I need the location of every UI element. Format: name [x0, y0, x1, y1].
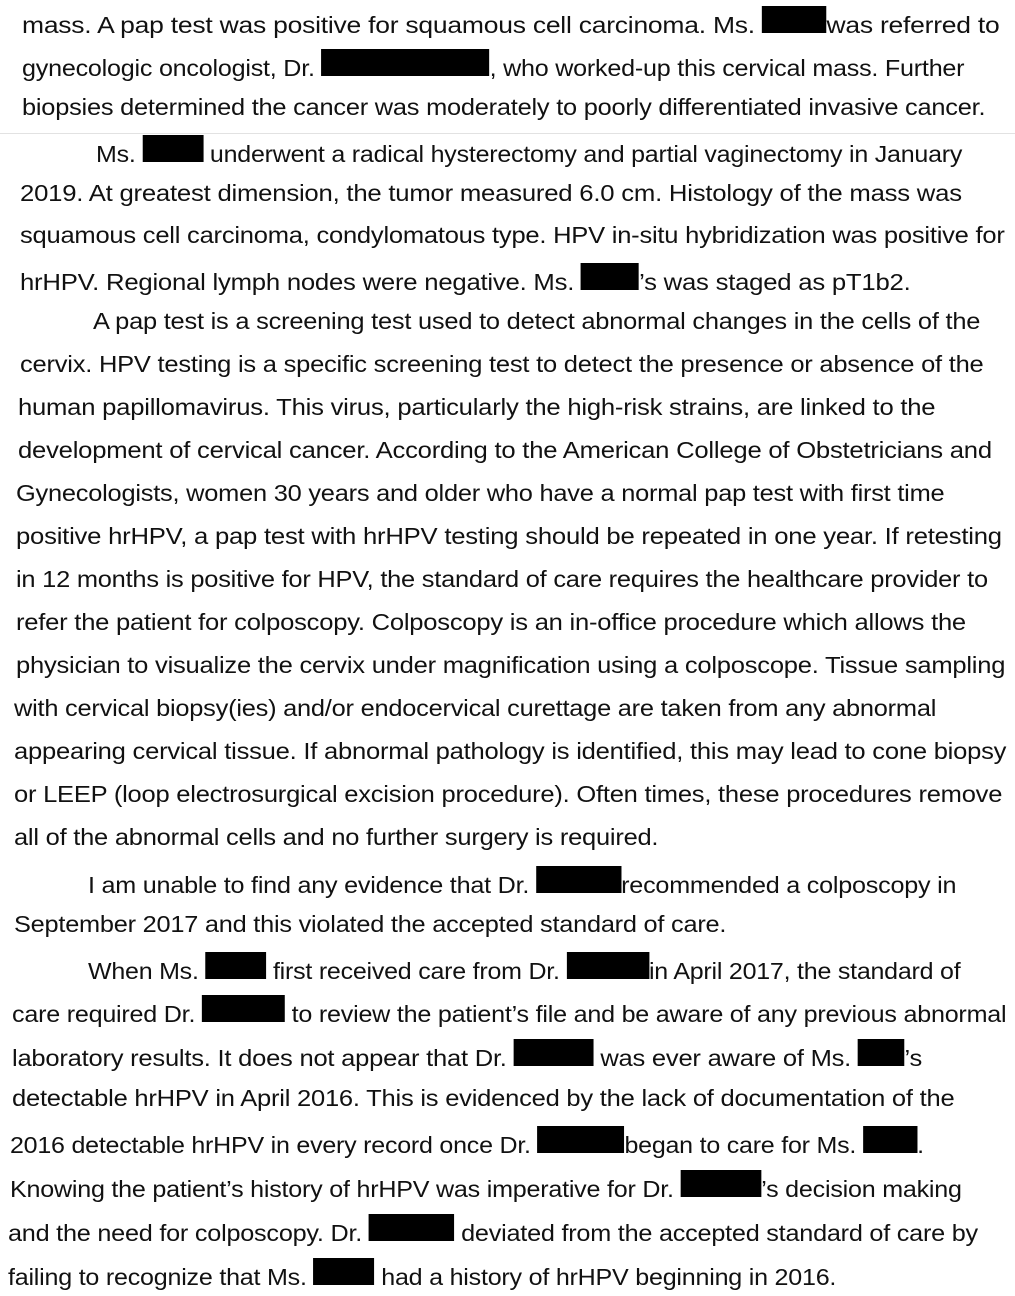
- text-line: [88, 866, 956, 896]
- text-run: first received care from Dr.: [266, 958, 567, 984]
- text-run: physician to visualize the cervix under magnification using a colposcope. Tissue sampling: [16, 652, 1006, 678]
- text-line: [8, 1258, 836, 1288]
- text-run: I am unable to find any evidence that Dr.: [88, 872, 536, 898]
- text-run: recommended a colposcopy in: [621, 872, 957, 898]
- text-line: [96, 135, 962, 165]
- redaction-box: [762, 6, 826, 33]
- redaction-box: [202, 995, 285, 1022]
- redaction-box: [321, 49, 489, 76]
- text-line: [14, 736, 1006, 766]
- text-run: biopsies determined the cancer was moderately to poorly differentiated invasive cancer.: [22, 94, 986, 120]
- text-line: [22, 49, 964, 79]
- text-run: mass. A pap test was positive for squamous cell carcinoma. Ms.: [22, 12, 763, 38]
- text-run: Gynecologists, women 30 years and older who have a normal pap test with first time: [16, 480, 945, 506]
- text-run: gynecologic oncologist, Dr.: [22, 55, 322, 81]
- text-run: refer the patient for colposcopy. Colposcopy is an in-office procedure which allows the: [16, 609, 966, 635]
- text-line: [88, 952, 960, 982]
- redaction-box: [205, 952, 266, 979]
- text-line: [18, 435, 992, 465]
- text-line: [18, 392, 935, 422]
- text-run: human papillomavirus. This virus, particularly the high-risk strains, are linked to the: [18, 394, 936, 420]
- redaction-box: [369, 1214, 454, 1241]
- text-run: care required Dr.: [12, 1001, 202, 1027]
- text-run: in 12 months is positive for HPV, the standard of care requires the healthcare provider to: [16, 566, 988, 592]
- text-line: [20, 178, 962, 208]
- text-line: [16, 650, 1005, 680]
- text-run: to review the patient’s file and be aware of any previous abnormal: [284, 1001, 1007, 1027]
- text-run: hrHPV. Regional lymph nodes were negative. Ms.: [20, 269, 582, 295]
- text-run: ’s decision making: [761, 1176, 962, 1202]
- redaction-box: [681, 1170, 762, 1197]
- text-line: [93, 306, 980, 336]
- text-line: [20, 263, 910, 293]
- text-line: [22, 92, 985, 122]
- text-run: development of cervical cancer. According to the American College of Obstetricians and: [18, 437, 992, 463]
- text-line: [22, 6, 1000, 36]
- text-run: appearing cervical tissue. If abnormal pathology is identified, this may lead to cone biopsy: [14, 738, 1007, 764]
- redaction-box: [536, 866, 621, 893]
- text-run: underwent a radical hysterectomy and partial vaginectomy in January: [203, 141, 963, 167]
- text-run: , who worked-up this cervical mass. Further: [489, 55, 965, 81]
- text-run: laboratory results. It does not appear that Dr.: [12, 1045, 514, 1071]
- text-line: [14, 693, 936, 723]
- text-run: detectable hrHPV in April 2016. This is evidenced by the lack of documentation of the: [12, 1085, 955, 1111]
- text-run: failing to recognize that Ms.: [8, 1264, 314, 1290]
- text-run: was ever aware of Ms.: [593, 1045, 858, 1071]
- text-line: [12, 1083, 954, 1113]
- scan-artifact-rule: [0, 133, 1015, 134]
- text-line: [8, 1214, 978, 1244]
- text-line: [16, 478, 944, 508]
- text-run: When Ms.: [88, 958, 206, 984]
- text-run: Ms.: [96, 141, 143, 167]
- text-run: began to care for Ms.: [624, 1132, 863, 1158]
- text-run: Knowing the patient’s history of hrHPV was imperative for Dr.: [10, 1176, 681, 1202]
- text-line: [10, 1126, 924, 1156]
- redaction-box: [581, 263, 639, 290]
- text-line: [12, 1039, 922, 1069]
- text-line: [14, 909, 726, 939]
- text-line: [14, 822, 658, 852]
- redaction-box: [858, 1039, 905, 1066]
- text-run: or LEEP (loop electrosurgical excision procedure). Often times, these procedures remove: [14, 781, 1003, 807]
- text-run: ’s: [904, 1045, 923, 1071]
- text-run: A pap test is a screening test used to detect abnormal changes in the cells of the: [93, 308, 981, 334]
- text-run: positive hrHPV, a pap test with hrHPV testing should be repeated in one year. If retesting: [16, 523, 1002, 549]
- text-run: deviated from the accepted standard of care by: [454, 1220, 978, 1246]
- redaction-box: [566, 952, 649, 979]
- text-line: [16, 521, 1002, 551]
- text-run: and the need for colposcopy. Dr.: [8, 1220, 369, 1246]
- text-line: [12, 995, 1006, 1025]
- redaction-box: [514, 1039, 594, 1066]
- text-line: [10, 1170, 962, 1200]
- text-run: all of the abnormal cells and no further surgery is required.: [14, 824, 659, 850]
- text-line: [16, 607, 966, 637]
- text-line: [14, 779, 1002, 809]
- text-run: 2019. At greatest dimension, the tumor measured 6.0 cm. Histology of the mass was: [20, 180, 962, 206]
- text-run: .: [917, 1132, 924, 1158]
- text-line: [20, 220, 1005, 250]
- text-line: [20, 349, 984, 379]
- redaction-box: [313, 1258, 374, 1285]
- redaction-box: [863, 1126, 917, 1153]
- text-run: in April 2017, the standard of: [648, 958, 961, 984]
- redaction-box: [142, 135, 203, 162]
- text-run: ’s was staged as pT1b2.: [639, 269, 911, 295]
- text-run: squamous cell carcinoma, condylomatous type. HPV in-situ hybridization was positive for: [20, 222, 1005, 248]
- text-run: with cervical biopsy(ies) and/or endocervical curettage are taken from any abnormal: [14, 695, 937, 721]
- text-line: [16, 564, 988, 594]
- redaction-box: [538, 1126, 625, 1153]
- text-run: was referred to: [826, 12, 1000, 38]
- text-run: September 2017 and this violated the accepted standard of care.: [14, 911, 727, 937]
- text-run: had a history of hrHPV beginning in 2016.: [374, 1264, 837, 1290]
- text-run: cervix. HPV testing is a specific screening test to detect the presence or absence of the: [20, 351, 984, 377]
- text-run: 2016 detectable hrHPV in every record once Dr.: [10, 1132, 538, 1158]
